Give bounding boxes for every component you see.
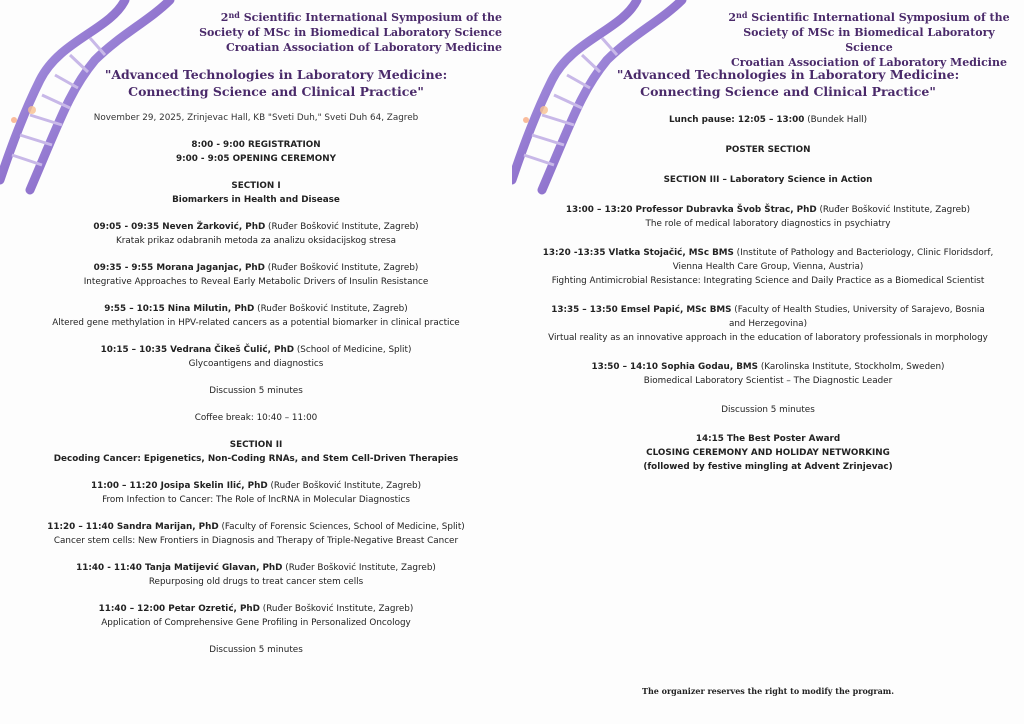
talk-topic: Glycoantigens and diagnostics (188, 359, 324, 369)
symposium-header (199, 8, 502, 55)
talk-affiliation: (School of Medicine, Split) (294, 345, 412, 355)
opening-item: 9:00 - 9:05 OPENING CEREMONY (175, 154, 337, 164)
registration-item: 8:00 - 9:00 REGISTRATION (191, 140, 321, 150)
talk-item (0, 302, 512, 330)
talk-topic: Fighting Antimicrobial Resistance: Integrating Science and Daily Practice as a Biomedical Scientist (551, 276, 985, 286)
symposium-title (0, 66, 512, 100)
title-line-2: Connecting Science and Clinical Practice" (640, 84, 936, 99)
edition-suffix: nd (228, 10, 240, 20)
section-label: SECTION I (231, 181, 281, 191)
section-1-heading (0, 179, 512, 207)
talk-topic: From Infection to Cancer: The Role of lncRNA in Molecular Diagnostics (102, 495, 410, 505)
header-line-1: Scientific International Symposium of the (239, 11, 502, 24)
edition-number: 2 (220, 11, 229, 24)
talk-item (0, 261, 512, 289)
talk-item (0, 520, 512, 548)
discussion-item: Discussion 5 minutes (721, 405, 815, 415)
talk-affiliation: (Faculty of Forensic Sciences, School of Medicine, Split) (218, 522, 465, 532)
talk-affiliation: (Ruđer Bošković Institute, Zagreb) (264, 263, 419, 273)
talk-speaker: 11:20 – 11:40 Sandra Marijan, PhD (47, 522, 219, 532)
talk-item (542, 203, 994, 231)
talk-topic: Biomedical Laboratory Scientist – The Diagnostic Leader (643, 376, 893, 386)
poster-section-heading: POSTER SECTION (725, 145, 811, 155)
title-line-2: Connecting Science and Clinical Practice" (128, 84, 424, 99)
lunch-time: Lunch pause: 12:05 – 13:00 (668, 115, 805, 125)
header-line-2: Society of MSc in Biomedical Laboratory Science (199, 26, 502, 39)
talk-item (0, 220, 512, 248)
talk-speaker: 11:00 – 11:20 Josipa Skelin Ilić, PhD (90, 481, 268, 491)
section-title: Decoding Cancer: Epigenetics, Non-Coding RNAs, and Stem Cell-Driven Therapies (53, 454, 459, 464)
opening-block (0, 138, 512, 166)
talk-speaker: 09:35 - 9:55 Morana Jaganjac, PhD (93, 263, 265, 273)
talk-affiliation: (Ruđer Bošković Institute, Zagreb) (267, 481, 422, 491)
talk-topic: Integrative Approaches to Reveal Early Metabolic Drivers of Insulin Resistance (83, 277, 429, 287)
section-title: Biomarkers in Health and Disease (172, 195, 340, 205)
section-label: SECTION II (229, 440, 283, 450)
lunch-venue: (Bundek Hall) (804, 115, 868, 125)
talk-speaker: 13:20 -13:35 Vlatka Stojačić, MSc BMS (542, 248, 734, 258)
talk-affiliation: (Ruđer Bošković Institute, Zagreb) (282, 563, 436, 573)
talk-speaker: 13:50 – 14:10 Sophia Godau, BMS (591, 362, 759, 372)
symposium-header (724, 8, 1014, 70)
program-content-right (512, 113, 1024, 487)
header-line-3: Croatian Association of Laboratory Medicine (226, 41, 502, 54)
talk-item (542, 246, 994, 288)
talk-topic: Virtual reality as an innovative approach in the education of laboratory professionals in morphology (548, 333, 988, 343)
talk-speaker: 9:55 – 10:15 Nina Milutin, PhD (104, 304, 255, 314)
symposium-title (512, 66, 1024, 100)
date-venue: November 29, 2025, Zrinjevac Hall, KB "Sveti Duh," Sveti Duh 64, Zagreb (93, 113, 419, 123)
edition-number: 2 (728, 11, 737, 24)
talk-item (542, 360, 994, 388)
section-2-heading (0, 438, 512, 466)
talk-topic: Cancer stem cells: New Frontiers in Diagnosis and Therapy of Triple-Negative Breast Cancer (53, 536, 459, 546)
talk-affiliation: (Ruđer Bošković Institute, Zagreb) (816, 205, 971, 215)
coffee-break-item: Coffee break: 10:40 – 11:00 (194, 413, 318, 423)
discussion-item: Discussion 5 minutes (209, 645, 303, 655)
talk-affiliation: (Ruđer Bošković Institute, Zagreb) (254, 304, 408, 314)
talk-topic: Kratak prikaz odabranih metoda za analizu oksidacijskog stresa (115, 236, 397, 246)
program-page-2 (512, 0, 1024, 724)
award-item: 14:15 The Best Poster Award (695, 434, 841, 444)
organizer-disclaimer: The organizer reserves the right to modify the program. (641, 686, 895, 696)
closing-ceremony-item: CLOSING CEREMONY AND HOLIDAY NETWORKING (646, 448, 890, 458)
header-line-1: Scientific International Symposium of the (747, 11, 1010, 24)
title-line-1: "Advanced Technologies in Laboratory Medicine: (616, 67, 960, 82)
talk-speaker: 13:00 – 13:20 Professor Dubravka Švob Štrac, PhD (565, 205, 817, 215)
talk-item (0, 602, 512, 630)
talk-speaker: 11:40 – 12:00 Petar Ozretić, PhD (98, 604, 260, 614)
talk-topic: Application of Comprehensive Gene Profiling in Personalized Oncology (101, 618, 411, 628)
talk-speaker: 11:40 - 11:40 Tanja Matijević Glavan, PhD (76, 563, 283, 573)
program-content-left (0, 111, 512, 670)
section-3-heading: SECTION III – Laboratory Science in Action (663, 175, 873, 185)
talk-topic: Altered gene methylation in HPV-related cancers as a potential biomarker in clinical practice (52, 318, 460, 328)
talk-speaker: 13:35 – 13:50 Emsel Papić, MSc BMS (551, 305, 732, 315)
header-line-2: Society of MSc in Biomedical Laboratory Science (743, 26, 995, 54)
talk-affiliation: (Ruđer Bošković Institute, Zagreb) (265, 222, 419, 232)
talk-topic: The role of medical laboratory diagnostics in psychiatry (645, 219, 891, 229)
talk-affiliation: (Institute of Pathology and Bacteriology, Clinic Floridsdorf, Vienna Health Care Group, Vienna, Austria) (672, 248, 994, 272)
talk-affiliation: (Ruđer Bošković Institute, Zagreb) (259, 604, 414, 614)
talk-topic: Repurposing old drugs to treat cancer stem cells (148, 577, 364, 587)
discussion-item: Discussion 5 minutes (209, 386, 303, 396)
lunch-item (542, 113, 994, 127)
talk-item (0, 479, 512, 507)
talk-affiliation: (Faculty of Health Studies, University of Sarajevo, Bosnia and Herzegovina) (728, 305, 985, 329)
closing-block (542, 432, 994, 474)
talk-affiliation: (Karolinska Institute, Stockholm, Sweden) (758, 362, 945, 372)
talk-item (0, 343, 512, 371)
talk-speaker: 10:15 – 10:35 Vedrana Čikeš Čulić, PhD (100, 345, 295, 355)
edition-suffix: nd (736, 10, 748, 20)
talk-speaker: 09:05 - 09:35 Neven Žarković, PhD (93, 222, 266, 232)
talk-item (542, 303, 994, 345)
header-line-3: Croatian Association of Laboratory Medicine (731, 56, 1007, 69)
talk-item (0, 561, 512, 589)
mingling-note: (followed by festive mingling at Advent Zrinjevac) (643, 462, 893, 472)
title-line-1: "Advanced Technologies in Laboratory Medicine: (104, 67, 448, 82)
